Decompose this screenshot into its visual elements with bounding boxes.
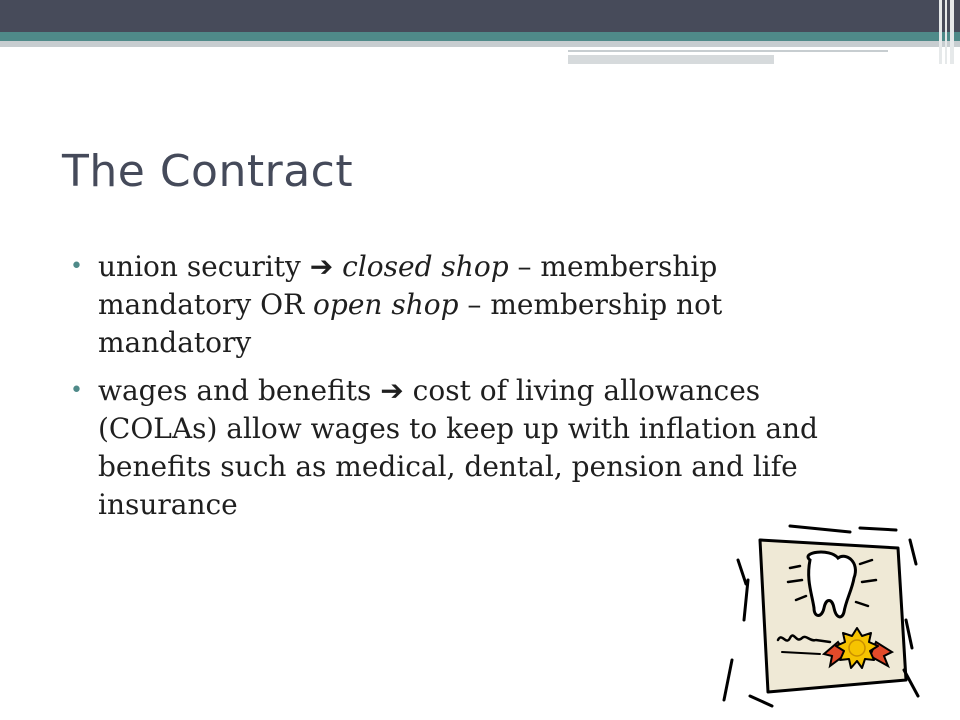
header-dark-bar (0, 0, 960, 32)
header-vertical-lines (934, 0, 954, 64)
header-strip-lower (568, 55, 774, 64)
header-gray-bar (0, 41, 960, 47)
bullet-text: – membership mandatory OR (98, 250, 718, 321)
bullet-dot: • (70, 378, 83, 403)
header-strip (568, 50, 888, 52)
header-teal-bar (0, 32, 960, 41)
bullet-lead: union security (98, 250, 301, 283)
bullet-term: closed shop (342, 250, 509, 283)
bullet-dot: • (70, 254, 83, 279)
bullet-list (68, 248, 868, 534)
arrow-icon: ➔ (380, 374, 404, 407)
bullet-item-union-security (68, 248, 868, 362)
bullet-lead: wages and benefits (98, 374, 372, 407)
bullet-item-wages-benefits (68, 372, 868, 524)
dental-certificate-icon (720, 520, 920, 710)
slide-title: The Contract (62, 146, 354, 197)
arrow-icon: ➔ (309, 250, 334, 283)
bullet-text: cost of living allowances (COLAs) allow wages to keep up with inflation and benefits such as medical, dental, pension and life insurance (98, 374, 818, 521)
bullet-term: open shop (313, 288, 459, 321)
bullet-text: – membership not mandatory (98, 288, 723, 359)
